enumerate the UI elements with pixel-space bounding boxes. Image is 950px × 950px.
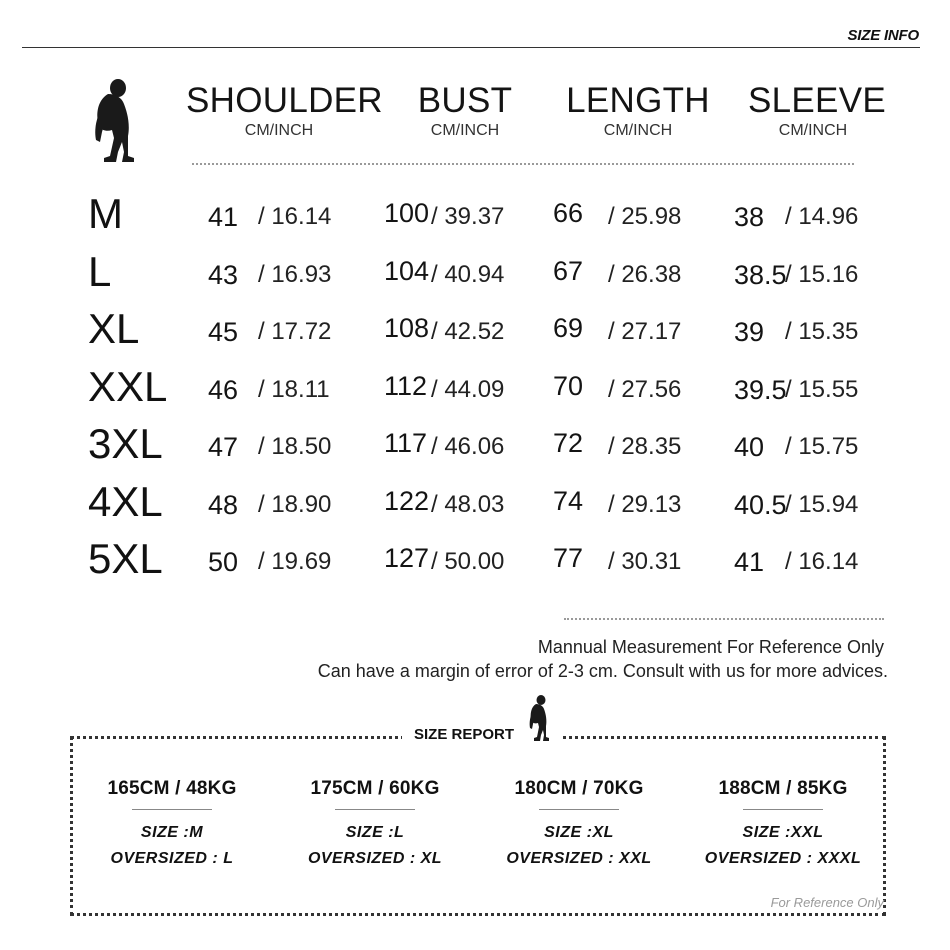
bust-inch: / 50.00 bbox=[431, 548, 505, 575]
shoulder-inch: / 16.93 bbox=[258, 261, 332, 288]
height-weight: 180CM / 70KG bbox=[514, 778, 644, 799]
shoulder-inch: / 18.50 bbox=[258, 433, 332, 460]
notes-dotted-divider bbox=[564, 618, 884, 620]
size-report-title: SIZE REPORT bbox=[414, 726, 515, 743]
bust-cm: 122 bbox=[384, 486, 430, 516]
shoulder-cm: 46 bbox=[208, 375, 239, 405]
size-report-entry bbox=[275, 778, 475, 868]
sleeve-inch: / 15.35 bbox=[785, 318, 859, 345]
column-unit: CM/INCH bbox=[603, 122, 673, 139]
column-header-sleeve bbox=[748, 81, 886, 142]
size-row-3xl bbox=[0, 421, 950, 479]
ape-figure-icon bbox=[88, 78, 138, 164]
size-row-5xl bbox=[0, 536, 950, 594]
oversized-size: OVERSIZED : XXL bbox=[506, 850, 652, 867]
shoulder-cm: 50 bbox=[208, 547, 239, 577]
column-title: BUST bbox=[417, 81, 513, 120]
shoulder-inch: / 16.14 bbox=[258, 203, 332, 230]
length-cm: 67 bbox=[553, 256, 584, 286]
entry-divider bbox=[132, 809, 212, 810]
shoulder-cm: 47 bbox=[208, 432, 239, 462]
bust-inch: / 48.03 bbox=[431, 491, 505, 518]
shoulder-cm: 45 bbox=[208, 317, 239, 347]
column-header-length bbox=[558, 82, 718, 142]
height-weight: 175CM / 60KG bbox=[310, 778, 440, 799]
sleeve-cm: 41 bbox=[734, 547, 765, 577]
oversized-size: OVERSIZED : XXXL bbox=[704, 850, 862, 867]
size-label: XXL bbox=[88, 363, 168, 410]
bust-cm: 127 bbox=[384, 543, 430, 573]
length-inch: / 27.17 bbox=[608, 318, 682, 345]
sleeve-inch: / 15.75 bbox=[785, 433, 859, 460]
bust-inch: / 46.06 bbox=[431, 433, 505, 460]
sleeve-cm: 39 bbox=[734, 317, 765, 347]
column-unit: CM/INCH bbox=[430, 122, 500, 139]
column-title: LENGTH bbox=[566, 81, 710, 120]
length-inch: / 26.38 bbox=[608, 261, 682, 288]
length-inch: / 28.35 bbox=[608, 433, 682, 460]
margin-of-error-note: Can have a margin of error of 2-3 cm. Consult with us for more advices. bbox=[317, 661, 888, 681]
column-title: SLEEVE bbox=[748, 81, 886, 120]
shoulder-cm: 48 bbox=[208, 490, 239, 520]
recommended-size: SIZE :XL bbox=[544, 824, 614, 841]
shoulder-cm: 43 bbox=[208, 260, 239, 290]
measurement-note: Mannual Measurement For Reference Only bbox=[537, 637, 884, 657]
bust-cm: 112 bbox=[384, 371, 428, 401]
size-row-l bbox=[0, 249, 950, 307]
oversized-size: OVERSIZED : XL bbox=[307, 850, 443, 867]
header-dotted-divider bbox=[192, 163, 854, 165]
entry-divider bbox=[335, 809, 415, 810]
bust-cm: 117 bbox=[384, 428, 428, 458]
size-row-4xl bbox=[0, 479, 950, 537]
recommended-size: SIZE :M bbox=[140, 824, 204, 841]
column-unit: CM/INCH bbox=[778, 122, 848, 139]
size-report-entry bbox=[683, 778, 883, 868]
length-inch: / 30.31 bbox=[608, 548, 682, 575]
entry-divider bbox=[539, 809, 619, 810]
sleeve-inch: / 14.96 bbox=[785, 203, 859, 230]
size-row-m bbox=[0, 191, 950, 249]
shoulder-inch: / 18.90 bbox=[258, 491, 332, 518]
size-label: M bbox=[88, 190, 123, 237]
bust-inch: / 44.09 bbox=[431, 376, 505, 403]
height-weight: 188CM / 85KG bbox=[718, 778, 848, 799]
size-report-entry bbox=[72, 778, 272, 868]
sleeve-cm: 38.5 bbox=[734, 260, 787, 290]
sleeve-cm: 40 bbox=[734, 432, 765, 462]
size-report-entry bbox=[479, 778, 679, 868]
column-title: SHOULDER bbox=[186, 81, 383, 120]
length-cm: 70 bbox=[553, 371, 584, 401]
length-cm: 69 bbox=[553, 313, 584, 343]
length-cm: 74 bbox=[553, 486, 584, 516]
length-cm: 77 bbox=[553, 543, 584, 573]
size-label: 5XL bbox=[88, 535, 163, 582]
size-label: 4XL bbox=[88, 478, 163, 525]
bust-cm: 108 bbox=[384, 313, 430, 343]
recommended-size: SIZE :L bbox=[345, 824, 405, 841]
size-row-xxl bbox=[0, 364, 950, 422]
column-header-shoulder bbox=[186, 81, 383, 142]
bust-inch: / 39.37 bbox=[431, 203, 505, 230]
column-unit: CM/INCH bbox=[244, 122, 314, 139]
sleeve-cm: 39.5 bbox=[734, 375, 787, 405]
height-weight: 165CM / 48KG bbox=[107, 778, 237, 799]
sleeve-inch: / 16.14 bbox=[785, 548, 859, 575]
length-inch: / 27.56 bbox=[608, 376, 682, 403]
size-label: XL bbox=[88, 305, 140, 352]
length-cm: 72 bbox=[553, 428, 584, 458]
shoulder-cm: 41 bbox=[208, 202, 239, 232]
size-label: L bbox=[88, 248, 112, 295]
sleeve-inch: / 15.94 bbox=[785, 491, 859, 518]
header-divider bbox=[22, 47, 920, 48]
shoulder-inch: / 18.11 bbox=[258, 376, 330, 403]
length-inch: / 29.13 bbox=[608, 491, 682, 518]
reference-only-footnote: For Reference Only bbox=[770, 895, 884, 910]
length-inch: / 25.98 bbox=[608, 203, 682, 230]
sleeve-cm: 38 bbox=[734, 202, 765, 232]
size-label: 3XL bbox=[88, 420, 163, 467]
column-header-bust bbox=[400, 82, 530, 142]
length-cm: 66 bbox=[553, 198, 584, 228]
shoulder-inch: / 19.69 bbox=[258, 548, 332, 575]
bust-inch: / 40.94 bbox=[431, 261, 505, 288]
entry-divider bbox=[743, 809, 823, 810]
bust-cm: 100 bbox=[384, 198, 430, 228]
sleeve-cm: 40.5 bbox=[734, 490, 787, 520]
size-row-xl bbox=[0, 306, 950, 364]
shoulder-inch: / 17.72 bbox=[258, 318, 332, 345]
size-info-title: SIZE INFO bbox=[847, 27, 919, 44]
ape-figure-icon bbox=[527, 694, 551, 742]
sleeve-inch: / 15.55 bbox=[785, 376, 859, 403]
recommended-size: SIZE :XXL bbox=[742, 824, 824, 841]
sleeve-inch: / 15.16 bbox=[785, 261, 859, 288]
bust-cm: 104 bbox=[384, 256, 430, 286]
bust-inch: / 42.52 bbox=[431, 318, 505, 345]
oversized-size: OVERSIZED : L bbox=[110, 850, 234, 867]
